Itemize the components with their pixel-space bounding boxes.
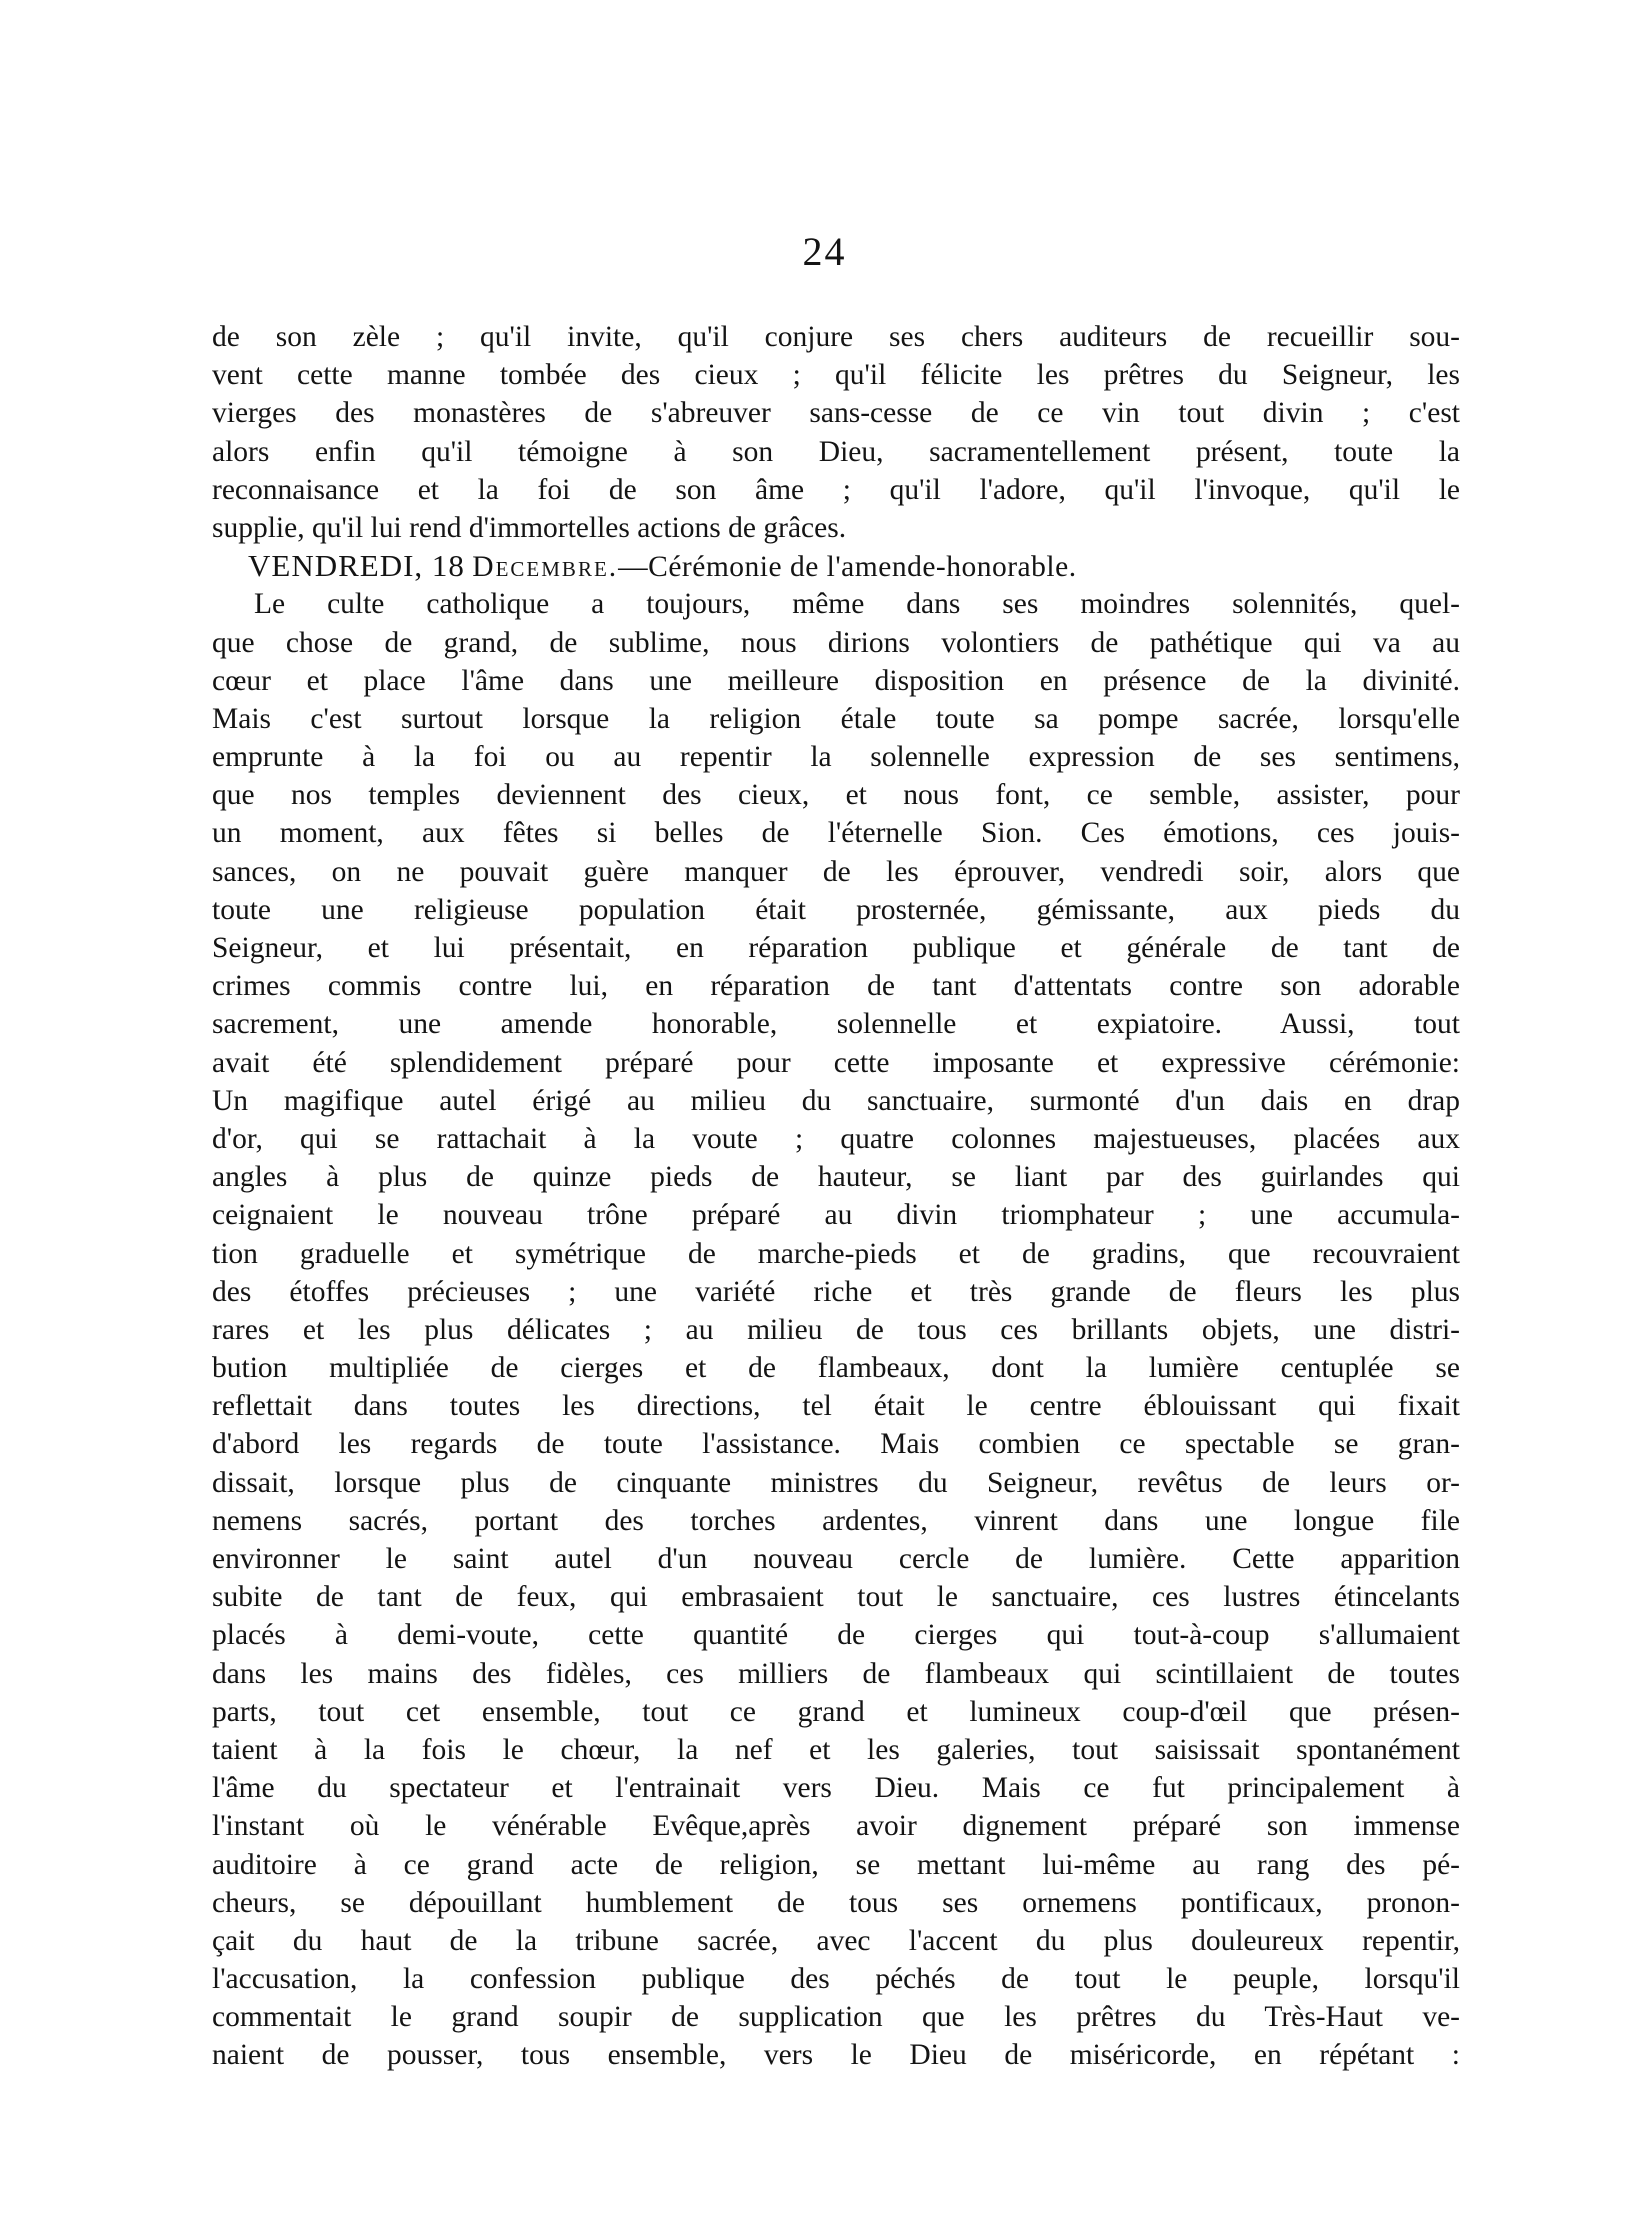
paragraph-first-line: Le culte catholique a toujours, même dans ses moindres solennités, quel- — [254, 588, 1460, 621]
text-line: bution multipliée de cierges et de flambeaux, dont la lumière centuplée se — [212, 1352, 1460, 1385]
text-line: sances, on ne pouvait guère manquer de les éprouver, vendredi soir, alors que — [212, 855, 1460, 888]
text-line: l'instant où le vénérable Evêque,après avoir dignement préparé son immense — [212, 1810, 1460, 1843]
text-line: d'or, qui se rattachait à la voute ; quatre colonnes majestueuses, placées aux — [212, 1122, 1460, 1155]
text-line: angles à plus de quinze pieds de hauteur, se liant par des guirlandes qui — [212, 1161, 1460, 1194]
text-line: reflettait dans toutes les directions, tel était le centre éblouissant qui fixait — [212, 1390, 1460, 1423]
text-line: subite de tant de feux, qui embrasaient tout le sanctuaire, ces lustres étincelants — [212, 1581, 1460, 1614]
page-number: 24 — [802, 229, 847, 274]
text-line: tion graduelle et symétrique de marche-pieds et de gradins, que recouvraient — [212, 1237, 1460, 1270]
text-line: avait été splendidement préparé pour cette imposante et expressive cérémonie: — [212, 1046, 1460, 1079]
text-line: Seigneur, et lui présentait, en réparation publique et générale de tant de — [212, 932, 1460, 964]
text-line: commentait le grand soupir de supplication que les prêtres du Très-Haut ve- — [212, 2001, 1460, 2034]
heading-title: —Cérémonie de l'amende-honorable. — [618, 551, 1077, 584]
text-line: un moment, aux fêtes si belles de l'éternelle Sion. Ces émotions, ces jouis- — [212, 817, 1460, 850]
text-line: parts, tout cet ensemble, tout ce grand et lumineux coup-d'œil que présen- — [212, 1695, 1460, 1728]
text-line: cœur et place l'âme dans une meilleure disposition en présence de la divinité. — [212, 664, 1460, 697]
text-line: ceignaient le nouveau trône préparé au divin triomphateur ; une accumula- — [212, 1199, 1460, 1232]
text-line: auditoire à ce grand acte de religion, se mettant lui-même au rang des pé- — [212, 1848, 1460, 1881]
text-line: nemens sacrés, portant des torches ardentes, vinrent dans une longue file — [212, 1504, 1460, 1537]
text-line: rares et les plus délicates ; au milieu de tous ces brillants objets, une distri- — [212, 1313, 1460, 1346]
text-line: dans les mains des fidèles, ces milliers de flambeaux qui scintillaient de toutes — [212, 1657, 1460, 1690]
text-line: supplie, qu'il lui rend d'immortelles actions de grâces. — [212, 511, 847, 544]
text-line: cheurs, se dépouillant humblement de tous ses ornemens pontificaux, pronon- — [212, 1886, 1460, 1919]
text-line: l'âme du spectateur et l'entrainait vers Dieu. Mais ce fut principalement à — [212, 1772, 1460, 1805]
heading-month: Decembre. — [472, 551, 619, 584]
text-line: dissait, lorsque plus de cinquante ministres du Seigneur, revêtus de leurs or- — [212, 1466, 1460, 1499]
text-line: des étoffes précieuses ; une variété riche et très grande de fleurs les plus — [212, 1275, 1460, 1308]
text-line: que chose de grand, de sublime, nous dirions volontiers de pathétique qui va au — [212, 626, 1460, 659]
text-line: d'abord les regards de toute l'assistance. Mais combien ce spectable se gran- — [212, 1428, 1460, 1461]
text-line: Mais c'est surtout lorsque la religion étale toute sa pompe sacrée, lorsqu'elle — [212, 702, 1460, 735]
text-line: çait du haut de la tribune sacrée, avec l'accent du plus douleureux repentir, — [212, 1924, 1460, 1957]
text-line: reconnaisance et la foi de son âme ; qu'il l'adore, qu'il l'invoque, qu'il le — [212, 473, 1460, 506]
text-line: Un magifique autel érigé au milieu du sanctuaire, surmonté d'un dais en drap — [212, 1084, 1460, 1117]
text-line: alors enfin qu'il témoigne à son Dieu, sacramentellement présent, toute la — [212, 435, 1460, 468]
section-heading — [212, 547, 1460, 585]
text-line: sacrement, une amende honorable, solennelle et expiatoire. Aussi, tout — [212, 1008, 1460, 1041]
body-text — [212, 318, 1460, 2075]
text-line: vent cette manne tombée des cieux ; qu'il félicite les prêtres du Seigneur, les — [212, 359, 1460, 392]
text-line: toute une religieuse population était prosternée, gémissante, aux pieds du — [212, 893, 1460, 926]
text-line: que nos temples deviennent des cieux, et nous font, ce semble, assister, pour — [212, 779, 1460, 812]
text-line: taient à la fois le chœur, la nef et les galeries, tout saisissait spontanément — [212, 1733, 1460, 1766]
text-line: l'accusation, la confession publique des péchés de tout le peuple, lorsqu'il — [212, 1963, 1460, 1996]
text-line: placés à demi-voute, cette quantité de cierges qui tout-à-coup s'allumaient — [212, 1619, 1460, 1652]
text-line: emprunte à la foi ou au repentir la solennelle expression de ses sentimens, — [212, 741, 1460, 774]
text-line: crimes commis contre lui, en réparation de tant d'attentats contre son adorable — [212, 970, 1460, 1003]
text-line: naient de pousser, tous ensemble, vers le Dieu de miséricorde, en répétant : — [212, 2039, 1460, 2072]
text-line: de son zèle ; qu'il invite, qu'il conjure ses chers auditeurs de recueillir sou- — [212, 321, 1460, 353]
heading-date: VENDREDI, 18 — [248, 548, 465, 584]
text-line: vierges des monastères de s'abreuver sans-cesse de ce vin tout divin ; c'est — [212, 397, 1460, 430]
text-line: environner le saint autel d'un nouveau cercle de lumière. Cette apparition — [212, 1543, 1460, 1575]
